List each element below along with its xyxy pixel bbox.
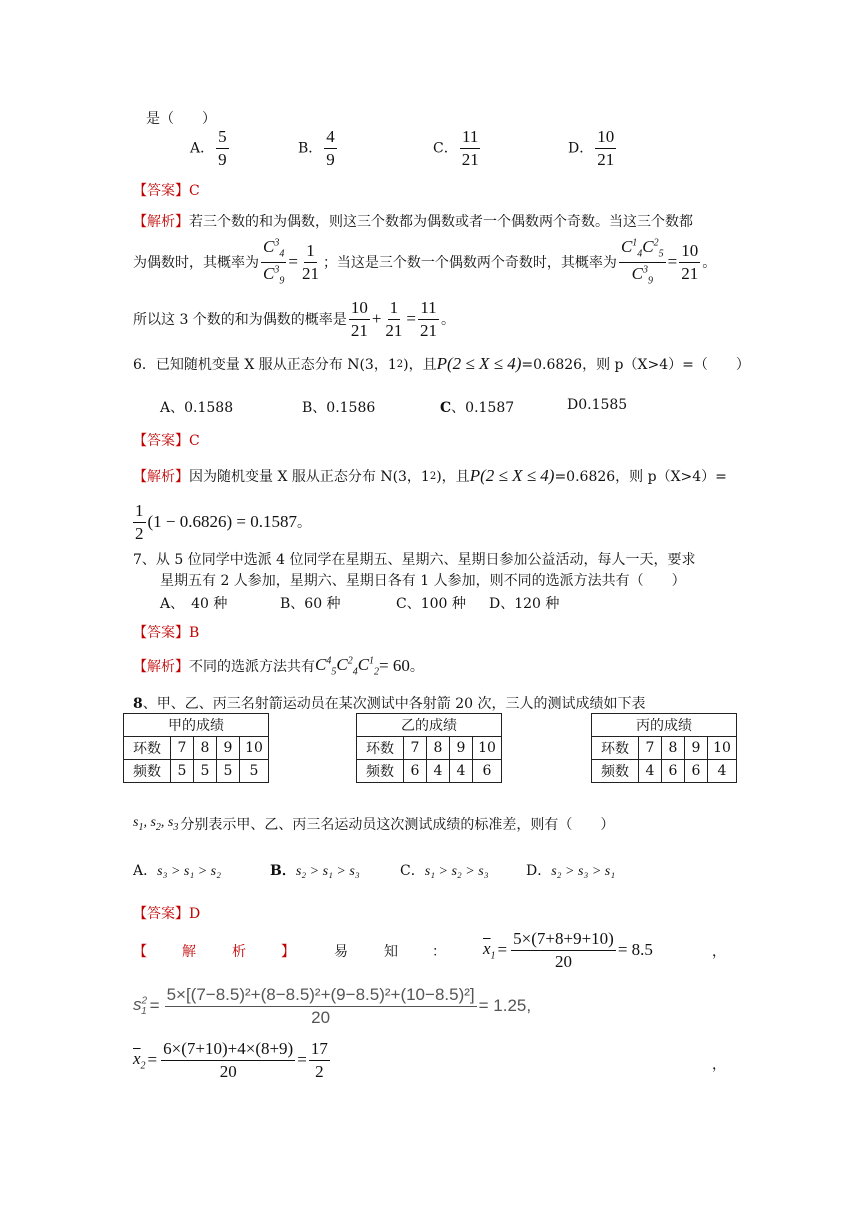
equals: = bbox=[288, 252, 298, 271]
answer-value: B bbox=[189, 625, 200, 641]
table-cell: 7 bbox=[171, 737, 194, 760]
table-cell: 6 bbox=[685, 760, 708, 783]
table-cell: 10 bbox=[473, 737, 502, 760]
q8-analysis-char-jie: 解 bbox=[182, 944, 196, 960]
stem-text: )，且 bbox=[403, 357, 437, 373]
q7-answer bbox=[133, 622, 199, 642]
analysis-text: 所以这 3 个数的和为偶数的概率是 bbox=[133, 312, 347, 328]
x2-bar: $\overline{x}_2$ bbox=[133, 1048, 146, 1072]
plus: + bbox=[371, 309, 382, 328]
frac-den: 9 bbox=[326, 149, 335, 169]
frac-num: 11 bbox=[418, 299, 438, 320]
equals: = bbox=[406, 309, 416, 328]
superscript: 2 bbox=[429, 470, 437, 482]
row-label: 频数 bbox=[592, 760, 639, 783]
answer-tag: 【答案】 bbox=[133, 625, 189, 641]
frac-num: 4 bbox=[324, 128, 337, 149]
table-cell: 4 bbox=[708, 760, 737, 783]
table-cell: 7 bbox=[639, 737, 662, 760]
table-cell: 6 bbox=[662, 760, 685, 783]
q5-option-a bbox=[190, 128, 231, 169]
table-cell: 5 bbox=[194, 760, 217, 783]
table-cell: 4 bbox=[427, 760, 450, 783]
q7-option-d: D、120 种 bbox=[489, 596, 560, 612]
q8-sd-line bbox=[133, 814, 614, 834]
answer-value: C bbox=[189, 433, 200, 449]
q8-x1-mean bbox=[483, 925, 653, 975]
analysis-text: 。 bbox=[702, 255, 717, 271]
q8-s1-variance bbox=[133, 982, 531, 1030]
frac-num: 17 bbox=[309, 1040, 330, 1061]
table-cell: 9 bbox=[450, 737, 473, 760]
frac-num: 1 bbox=[304, 242, 317, 263]
probability-expr: P(2 ≤ X ≤ 4) bbox=[436, 354, 522, 373]
superscript: 2 bbox=[396, 358, 404, 370]
q6-analysis-line1 bbox=[133, 466, 727, 486]
frac-den: 2 bbox=[135, 523, 144, 543]
frac-num: 5×(7+8+9+10) bbox=[511, 930, 616, 951]
option-label: D． bbox=[568, 140, 594, 157]
answer-tag: 【答案】 bbox=[133, 183, 189, 199]
fraction-s1 bbox=[165, 986, 477, 1027]
frac-num: 11 bbox=[460, 128, 480, 149]
result-expr: (1 − 0.6826) = 0.1587 bbox=[147, 512, 297, 531]
option-label: B． bbox=[270, 863, 296, 879]
table-cell: 4 bbox=[450, 760, 473, 783]
table-cell: 6 bbox=[473, 760, 502, 783]
frac-den: 21 bbox=[597, 149, 615, 169]
frac-den: 21 bbox=[461, 149, 479, 169]
q8-analysis-bracket-open: 【 bbox=[133, 944, 147, 960]
frac-num: 5 bbox=[216, 128, 229, 149]
stem-text: 6．已知随机变量 X 服从正态分布 N(3，1 bbox=[133, 357, 397, 373]
table-cell: 9 bbox=[685, 737, 708, 760]
frac-den: 21 bbox=[681, 263, 699, 283]
option-label: A． bbox=[190, 140, 215, 157]
q7-option-a: A、 40 种 bbox=[160, 596, 228, 612]
option-expr: s₃ > s₁ > s₂ bbox=[157, 864, 221, 879]
stem-text: 、甲、乙、丙三名射箭运动员在某次测试中各射箭 20 次，三人的测试成绩如下表 bbox=[142, 696, 646, 712]
q8-option-a bbox=[133, 860, 221, 880]
analysis-text: ；当这是三个数一个偶数两个奇数时，其概率为 bbox=[322, 255, 617, 271]
frac-num: 1 bbox=[133, 502, 146, 523]
c-symbol: C bbox=[263, 263, 275, 283]
option-label: D． bbox=[526, 863, 552, 879]
q8-option-d bbox=[526, 860, 615, 880]
equals: = bbox=[297, 1050, 307, 1069]
fraction-1-2 bbox=[133, 502, 146, 543]
table-cell: 9 bbox=[217, 737, 240, 760]
q8-option-c bbox=[400, 860, 489, 880]
q7-option-b: B、60 种 bbox=[280, 596, 341, 612]
q8-analysis-bracket-close: 】 bbox=[281, 944, 295, 960]
row-label: 环数 bbox=[124, 737, 171, 760]
fraction-10-21 bbox=[679, 242, 700, 283]
result-value: = 1.25, bbox=[478, 996, 532, 1015]
answer-tag: 【答案】 bbox=[133, 906, 189, 922]
option-expr: s₁ > s₂ > s₃ bbox=[424, 864, 489, 879]
q8-comma-1: ， bbox=[712, 944, 726, 960]
sd-symbols: $s_1$, $s_2$, $s_3$ bbox=[133, 815, 179, 833]
q7-stem-line2: 星期五有 2 人参加，星期六、星期日各有 1 人参加，则不同的选派方法共有（ ） bbox=[160, 573, 686, 589]
score-table-yi bbox=[356, 713, 502, 783]
analysis-text: 不同的选派方法共有 bbox=[189, 659, 315, 676]
analysis-text: 若三个数的和为偶数，则这三个数都为偶数或者一个偶数两个奇数。当这三个数都 bbox=[189, 214, 693, 230]
q6-option-a: A、0.1588 bbox=[160, 400, 234, 416]
frac-num: 10 bbox=[595, 128, 616, 149]
table-cell: 8 bbox=[194, 737, 217, 760]
option-label: C． bbox=[433, 140, 458, 157]
result-value: = 8.5 bbox=[617, 940, 653, 959]
option-label: C． bbox=[400, 863, 425, 879]
q8-zhi: 知 bbox=[384, 944, 398, 960]
q6-analysis-result bbox=[131, 500, 311, 544]
fraction-11-21 bbox=[418, 299, 439, 340]
frac-den: 20 bbox=[311, 1007, 331, 1027]
analysis-text: 。 bbox=[297, 515, 311, 531]
row-label: 环数 bbox=[592, 737, 639, 760]
frac-den: 21 bbox=[420, 320, 437, 340]
answer-value: C bbox=[189, 183, 200, 199]
analysis-text: 。 bbox=[409, 659, 424, 676]
q6-stem bbox=[133, 354, 750, 374]
fraction-1-21 bbox=[383, 299, 404, 340]
fraction-1-21 bbox=[300, 242, 321, 283]
frac-den: 2 bbox=[315, 1061, 324, 1081]
equals: = bbox=[497, 940, 508, 959]
q6-option-c bbox=[440, 397, 514, 417]
table-cell: 5 bbox=[240, 760, 269, 783]
table-cell: 8 bbox=[662, 737, 685, 760]
q8-x2-mean bbox=[133, 1034, 332, 1086]
q7-option-c: C、100 种 bbox=[396, 596, 466, 612]
combination-expr: $C^4_5C^2_4C^1_2$ bbox=[315, 655, 380, 678]
q7-stem-line1: 7、从 5 位同学中选派 4 位同学在星期五、星期六、星期日参加公益活动，每人一天，要求 bbox=[133, 552, 696, 568]
option-expr: s₂ > s₁ > s₃ bbox=[295, 864, 360, 879]
equals: = bbox=[667, 252, 678, 271]
stem-text: 分别表示甲、乙、丙三名运动员这次测试成绩的标准差，则有（ ） bbox=[180, 817, 615, 833]
frac-den: 21 bbox=[301, 263, 319, 283]
analysis-text: =0.6826，则 p（X>4）= bbox=[554, 469, 727, 485]
table-cell: 4 bbox=[639, 760, 662, 783]
answer-tag: 【答案】 bbox=[133, 433, 189, 449]
fraction-x2 bbox=[161, 1040, 295, 1081]
q8-stem bbox=[133, 693, 645, 713]
result-value: = 60 bbox=[379, 656, 410, 676]
probability-expr: P(2 ≤ X ≤ 4) bbox=[469, 466, 555, 485]
q8-analysis-char-xi: 析 bbox=[232, 944, 246, 960]
answer-value: D bbox=[189, 906, 201, 922]
analysis-tag: 【解析】 bbox=[133, 214, 189, 230]
fraction-c41c52-c93: $\frac{C^1_4C^2_5}{C^3_9}$ bbox=[620, 236, 664, 286]
question-number: 8 bbox=[133, 696, 143, 712]
frac-den: 20 bbox=[554, 951, 572, 971]
option-label: A． bbox=[133, 863, 158, 879]
table-title: 甲的成绩 bbox=[124, 714, 269, 737]
s1-squared: $s^2_1$ bbox=[133, 994, 148, 1018]
frac-num: 10 bbox=[679, 242, 700, 263]
analysis-text: 。 bbox=[441, 312, 455, 328]
option-letter: C bbox=[440, 400, 452, 416]
stem-text: =0.6826，则 p（X>4）=（ ） bbox=[521, 357, 750, 373]
fraction-c43-c93: $\frac{C^3_4}{C^3_9}$ bbox=[263, 236, 285, 286]
x1-bar: $\overline{x}_1$ bbox=[483, 938, 496, 962]
score-table-jia bbox=[123, 713, 269, 783]
row-label: 频数 bbox=[357, 760, 404, 783]
q8-colon: ： bbox=[432, 944, 446, 960]
q6-answer bbox=[133, 430, 200, 450]
table-cell: 5 bbox=[171, 760, 194, 783]
option-label: B． bbox=[298, 140, 323, 157]
q5-option-d bbox=[568, 128, 618, 169]
table-title: 乙的成绩 bbox=[357, 714, 502, 737]
q8-option-b bbox=[270, 860, 360, 880]
frac-num: 5×[(7−8.5)²+(8−8.5)²+(9−8.5)²+(10−8.5)²] bbox=[165, 986, 477, 1007]
table-cell: 6 bbox=[404, 760, 427, 783]
table-cell: 10 bbox=[240, 737, 269, 760]
row-label: 环数 bbox=[357, 737, 404, 760]
q5-analysis-line2 bbox=[133, 236, 716, 288]
q6-option-d: D0.1585 bbox=[567, 397, 628, 413]
q7-analysis bbox=[133, 655, 424, 677]
q5-stem-tail: 是（ ） bbox=[146, 111, 216, 127]
option-text: 、0.1587 bbox=[451, 400, 515, 416]
analysis-text: )，且 bbox=[436, 469, 470, 485]
frac-den: 21 bbox=[350, 320, 368, 340]
analysis-text: 因为随机变量 X 服从正态分布 N(3，1 bbox=[189, 469, 430, 485]
table-title: 丙的成绩 bbox=[592, 714, 737, 737]
table-cell: 10 bbox=[708, 737, 737, 760]
q5-option-c bbox=[433, 128, 483, 169]
frac-den: 20 bbox=[219, 1061, 237, 1081]
option-expr: s₂ > s₃ > s₁ bbox=[551, 864, 616, 879]
equals: = bbox=[147, 1050, 158, 1069]
row-label: 频数 bbox=[124, 760, 171, 783]
fraction-x1 bbox=[511, 930, 616, 971]
frac-den: 9 bbox=[218, 149, 227, 169]
frac-den: 21 bbox=[385, 320, 403, 340]
q5-analysis-line3 bbox=[133, 296, 455, 342]
q8-yi: 易 bbox=[334, 944, 348, 960]
frac-num: 6×(7+10)+4×(8+9) bbox=[161, 1040, 295, 1061]
table-cell: 5 bbox=[217, 760, 240, 783]
frac-num: 1 bbox=[388, 299, 401, 320]
frac-num: 10 bbox=[349, 299, 370, 320]
score-table-bing bbox=[591, 713, 737, 783]
fraction-17-2 bbox=[309, 1040, 330, 1081]
table-cell: 8 bbox=[427, 737, 450, 760]
c-symbol: C bbox=[263, 236, 275, 256]
q8-comma-2: ， bbox=[712, 1057, 726, 1073]
q6-option-b: B、0.1586 bbox=[302, 400, 376, 416]
equals: = bbox=[149, 996, 160, 1015]
q5-option-b bbox=[298, 128, 339, 169]
analysis-text: 为偶数时，其概率为 bbox=[133, 255, 259, 271]
q8-answer bbox=[133, 903, 200, 923]
table-cell: 7 bbox=[404, 737, 427, 760]
analysis-tag: 【解析】 bbox=[133, 469, 189, 485]
analysis-tag: 【解析】 bbox=[133, 659, 189, 676]
fraction-10-21 bbox=[349, 299, 370, 340]
q5-analysis-line1 bbox=[133, 211, 693, 231]
q5-answer bbox=[133, 180, 200, 200]
